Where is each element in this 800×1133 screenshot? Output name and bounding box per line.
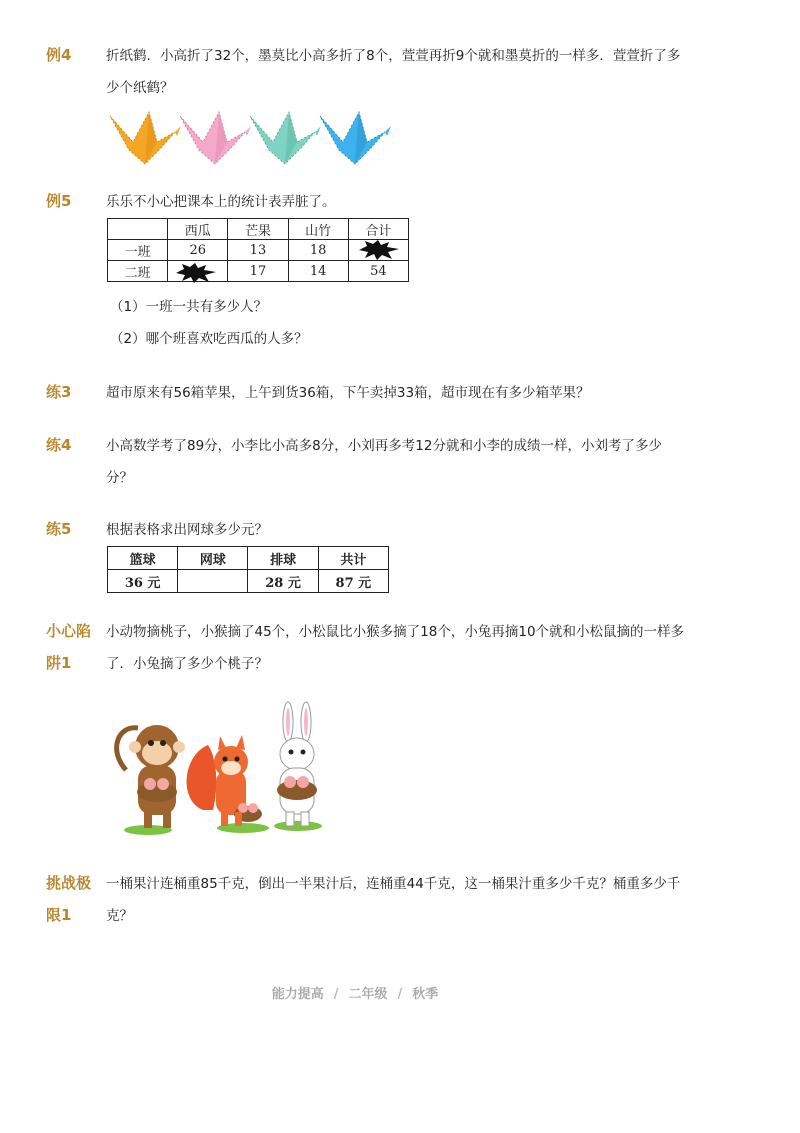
table-cell: 西瓜 xyxy=(168,219,228,240)
table-cell: 网球 xyxy=(178,547,248,570)
ex5-question-1: （1）一班一共有多少人？ xyxy=(110,299,268,315)
grass-patch xyxy=(274,821,322,831)
table-cell: 二班 xyxy=(108,261,168,282)
table-cell: 18 xyxy=(288,240,348,261)
ink-blot-icon xyxy=(359,240,399,260)
table-cell: 87 元 xyxy=(318,570,388,593)
item-label-pr3: 练3 xyxy=(46,383,72,401)
item-text-pr4 xyxy=(106,430,716,494)
monkey-icon xyxy=(117,725,185,828)
table-cell: 54 xyxy=(348,261,408,282)
table-cell: 14 xyxy=(288,261,348,282)
item-text-ex5 xyxy=(106,186,716,218)
table-cell: 26 xyxy=(168,240,228,261)
label-line: 限1 xyxy=(46,906,72,924)
text-line: 分？ xyxy=(106,470,133,486)
footer-season: 秋季 xyxy=(412,987,439,1002)
ink-blot-cell xyxy=(348,240,408,261)
table-cell: 28 元 xyxy=(248,570,318,593)
table-cell xyxy=(108,219,168,240)
ex5-question-2: （2）哪个班喜欢吃西瓜的人多？ xyxy=(110,331,308,347)
table-cell: 17 xyxy=(228,261,288,282)
label-line: 挑战极 xyxy=(46,874,92,892)
item-text-pr3 xyxy=(106,377,716,409)
item-label-ex5: 例5 xyxy=(46,192,72,210)
animals-picking-peaches-illustration xyxy=(108,700,338,840)
table-row xyxy=(108,570,389,593)
ink-blot-cell xyxy=(168,261,228,282)
text-line: 超市原来有56箱苹果，上午到货36箱，下午卖掉33箱，超市现在有多少箱苹果？ xyxy=(106,385,590,401)
item-label-pr4: 练4 xyxy=(46,436,72,454)
item-label-trap1 xyxy=(46,616,91,678)
footer-grade: 二年级 xyxy=(348,987,388,1002)
label-line: 小心陷 xyxy=(46,622,92,640)
crane-icon xyxy=(320,112,391,164)
item-label-challenge1 xyxy=(46,868,91,930)
stats-table-fruit xyxy=(107,218,409,282)
item-text-challenge1 xyxy=(106,868,716,932)
item-text-ex4 xyxy=(106,40,716,104)
crane-icon xyxy=(250,112,321,164)
crane-icon xyxy=(180,112,251,164)
table-header-row xyxy=(108,547,389,570)
table-cell: 排球 xyxy=(248,547,318,570)
table-header-row xyxy=(108,219,409,240)
text-line: 小高数学考了89分，小李比小高多8分，小刘再多考12分就和小李的成绩一样，小刘考了多少 xyxy=(106,438,662,454)
crane-icon xyxy=(110,112,181,164)
text-line: 了．小兔摘了多少个桃子？ xyxy=(106,656,268,672)
squirrel-icon xyxy=(187,735,262,826)
table-cell: 篮球 xyxy=(108,547,178,570)
ink-blot-icon xyxy=(176,263,216,283)
footer-separator: / xyxy=(397,987,403,1002)
table-cell: 36 元 xyxy=(108,570,178,593)
footer-separator: / xyxy=(333,987,339,1002)
label-line: 阱1 xyxy=(46,654,72,672)
table-row xyxy=(108,261,409,282)
table-cell: 芒果 xyxy=(228,219,288,240)
table-cell: 13 xyxy=(228,240,288,261)
item-text-pr5 xyxy=(106,514,716,546)
table-cell: 合计 xyxy=(348,219,408,240)
item-label-pr5: 练5 xyxy=(46,520,72,538)
table-cell: 一班 xyxy=(108,240,168,261)
text-line: 乐乐不小心把课本上的统计表弄脏了。 xyxy=(106,194,336,210)
rabbit-icon xyxy=(277,702,317,826)
table-cell xyxy=(178,570,248,593)
paper-cranes-illustration xyxy=(105,102,395,172)
item-text-trap1 xyxy=(106,616,716,680)
text-line: 少个纸鹤？ xyxy=(106,80,174,96)
text-line: 克？ xyxy=(106,908,133,924)
text-line: 根据表格求出网球多少元？ xyxy=(106,522,268,538)
page-footer xyxy=(0,983,710,1002)
table-cell: 山竹 xyxy=(288,219,348,240)
item-label-ex4: 例4 xyxy=(46,46,72,64)
price-table-balls xyxy=(107,546,389,593)
text-line: 折纸鹤．小高折了32个，墨莫比小高多折了8个，萱萱再折9个就和墨莫折的一样多．萱萱折了多 xyxy=(106,48,681,64)
table-cell: 共计 xyxy=(318,547,388,570)
table-row xyxy=(108,240,409,261)
text-line: 小动物摘桃子，小猴摘了45个，小松鼠比小猴多摘了18个，小兔再摘10个就和小松鼠摘的一样多 xyxy=(106,624,685,640)
footer-course: 能力提高 xyxy=(271,987,324,1002)
text-line: 一桶果汁连桶重85千克，倒出一半果汁后，连桶重44千克，这一桶果汁重多少千克？桶重多少千 xyxy=(106,876,681,892)
